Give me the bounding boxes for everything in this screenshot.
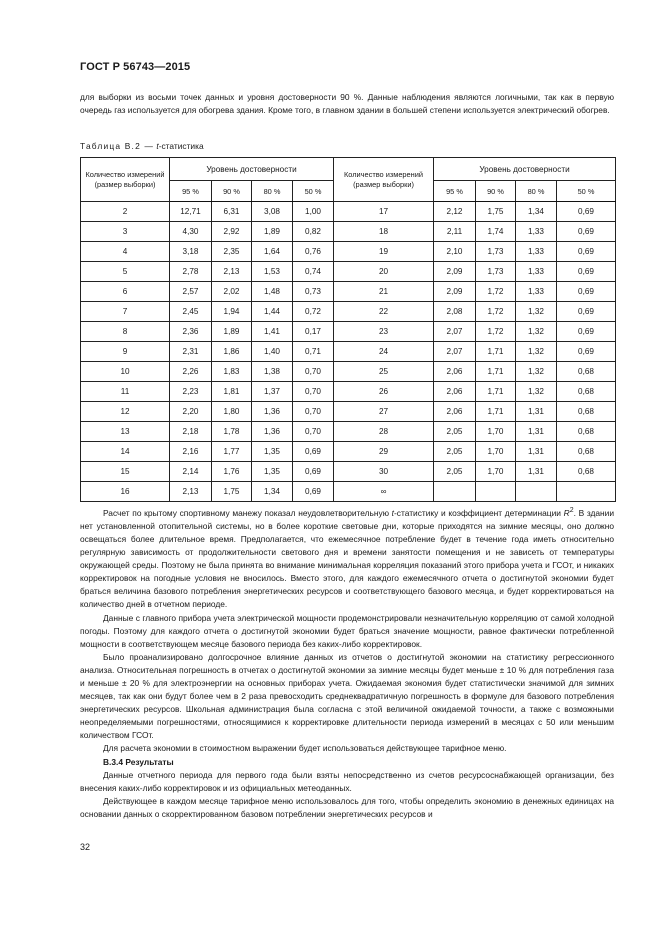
table-row xyxy=(81,462,616,482)
value-cell-right: 1,71 xyxy=(476,342,516,362)
page-number: 32 xyxy=(80,842,91,852)
value-cell-left: 3,08 xyxy=(252,202,293,222)
count-cell-right: 26 xyxy=(334,382,434,402)
value-cell-right: 2,06 xyxy=(434,402,476,422)
value-cell-right: 0,69 xyxy=(557,282,616,302)
table-caption-rest: -статистика xyxy=(158,141,204,151)
table-caption xyxy=(80,141,204,151)
value-cell-right: 1,70 xyxy=(476,462,516,482)
value-cell-right: 2,05 xyxy=(434,462,476,482)
value-cell-right: 1,31 xyxy=(516,442,557,462)
value-cell-left: 2,31 xyxy=(170,342,212,362)
value-cell-right: 1,74 xyxy=(476,222,516,242)
p1-r-superscript: 2 xyxy=(569,507,574,514)
count-cell-left: 5 xyxy=(81,262,170,282)
value-cell-right: 1,72 xyxy=(476,282,516,302)
count-cell-right: 21 xyxy=(334,282,434,302)
count-cell-left: 9 xyxy=(81,342,170,362)
level-50-right: 50 % xyxy=(557,181,616,202)
value-cell-left: 1,34 xyxy=(252,482,293,502)
value-cell-left: 1,36 xyxy=(252,402,293,422)
p1-part-a: Расчет по крытому спортивному манежу показал неудовлетворительную xyxy=(103,507,392,518)
table-row xyxy=(81,382,616,402)
count-cell-right: 29 xyxy=(334,442,434,462)
value-cell-left: 0,69 xyxy=(293,482,334,502)
value-cell-right: 2,07 xyxy=(434,342,476,362)
count-cell-right: 25 xyxy=(334,362,434,382)
value-cell-right: 2,05 xyxy=(434,442,476,462)
value-cell-left: 2,18 xyxy=(170,422,212,442)
level-80-right: 80 % xyxy=(516,181,557,202)
body-text xyxy=(80,504,614,821)
value-cell-left: 1,94 xyxy=(212,302,252,322)
value-cell-right: 0,69 xyxy=(557,302,616,322)
table-caption-t: t xyxy=(156,141,159,151)
value-cell-left: 6,31 xyxy=(212,202,252,222)
value-cell-right: 1,73 xyxy=(476,242,516,262)
paragraph-1 xyxy=(80,504,614,612)
table-row xyxy=(81,202,616,222)
paragraph-3: Было проанализировано долгосрочное влияние данных из отчетов о достигнутой экономии на статистику регрессионного анализа. Относительная погрешность в отчетах о достигнутой экономии за зимние месяцы будет меньше ± 10 % для потребления газа и меньше ± 20 % для электроэнергии на основных приборах учета. Ожидаемая экономия будет статистически значимой для зимних месяцев, так как они будут более чем в 2 раза превосходить среднеквадратичную погрешность в формуле для базового потребления энергетических ресурсов. Школьная администрация была согласна с этой величиной ожидаемой точности, а также с возможными неопределяемыми погрешностями, относящимися к корректировке длительности периода измерений в месяцах с 50 или меньшим количеством ГСОт. xyxy=(80,651,614,741)
value-cell-left: 2,16 xyxy=(170,442,212,462)
value-cell-left: 2,14 xyxy=(170,462,212,482)
value-cell-right: 0,69 xyxy=(557,262,616,282)
count-cell-left: 11 xyxy=(81,382,170,402)
value-cell-right: 1,33 xyxy=(516,282,557,302)
value-cell-left: 12,71 xyxy=(170,202,212,222)
count-cell-right: 28 xyxy=(334,422,434,442)
value-cell-left: 0,70 xyxy=(293,382,334,402)
count-cell-left: 8 xyxy=(81,322,170,342)
count-cell-left: 3 xyxy=(81,222,170,242)
value-cell-right: 0,69 xyxy=(557,202,616,222)
value-cell-right: 2,09 xyxy=(434,282,476,302)
value-cell-left: 1,64 xyxy=(252,242,293,262)
value-cell-right: 1,33 xyxy=(516,262,557,282)
level-95-left: 95 % xyxy=(170,181,212,202)
value-cell-left: 1,37 xyxy=(252,382,293,402)
count-cell-left: 16 xyxy=(81,482,170,502)
value-cell-right: 0,69 xyxy=(557,222,616,242)
value-cell-left: 1,00 xyxy=(293,202,334,222)
value-cell-left: 2,26 xyxy=(170,362,212,382)
value-cell-right xyxy=(557,482,616,502)
value-cell-right: 1,71 xyxy=(476,382,516,402)
value-cell-left: 3,18 xyxy=(170,242,212,262)
value-cell-left: 2,36 xyxy=(170,322,212,342)
count-cell-left: 13 xyxy=(81,422,170,442)
value-cell-right: 0,68 xyxy=(557,382,616,402)
section-heading-results: В.3.4 Результаты xyxy=(103,756,174,767)
value-cell-right: 0,68 xyxy=(557,402,616,422)
value-cell-left: 1,48 xyxy=(252,282,293,302)
value-cell-right: 1,31 xyxy=(516,402,557,422)
value-cell-right: 0,69 xyxy=(557,242,616,262)
table-row xyxy=(81,242,616,262)
value-cell-left: 0,17 xyxy=(293,322,334,342)
value-cell-left: 0,74 xyxy=(293,262,334,282)
value-cell-left: 2,92 xyxy=(212,222,252,242)
value-cell-left: 1,83 xyxy=(212,362,252,382)
value-cell-right: 1,73 xyxy=(476,262,516,282)
value-cell-right: 0,68 xyxy=(557,442,616,462)
value-cell-left: 0,82 xyxy=(293,222,334,242)
value-cell-right: 1,71 xyxy=(476,402,516,422)
table-body xyxy=(81,202,616,502)
value-cell-left: 0,69 xyxy=(293,462,334,482)
value-cell-left: 0,70 xyxy=(293,402,334,422)
table-row xyxy=(81,262,616,282)
count-cell-right: 24 xyxy=(334,342,434,362)
table-row xyxy=(81,282,616,302)
table-row xyxy=(81,342,616,362)
value-cell-left: 1,89 xyxy=(252,222,293,242)
value-cell-right: 2,08 xyxy=(434,302,476,322)
value-cell-left: 2,45 xyxy=(170,302,212,322)
value-cell-left: 1,35 xyxy=(252,442,293,462)
intro-paragraph xyxy=(80,91,614,117)
level-90-right: 90 % xyxy=(476,181,516,202)
value-cell-left: 1,36 xyxy=(252,422,293,442)
count-cell-right: ∞ xyxy=(334,482,434,502)
value-cell-right: 1,71 xyxy=(476,362,516,382)
value-cell-left: 1,38 xyxy=(252,362,293,382)
value-cell-right: 2,10 xyxy=(434,242,476,262)
value-cell-right: 1,70 xyxy=(476,422,516,442)
value-cell-right: 2,06 xyxy=(434,362,476,382)
value-cell-left: 1,40 xyxy=(252,342,293,362)
count-cell-right: 18 xyxy=(334,222,434,242)
level-95-right: 95 % xyxy=(434,181,476,202)
value-cell-left: 1,81 xyxy=(212,382,252,402)
value-cell-right: 1,72 xyxy=(476,302,516,322)
table-row xyxy=(81,362,616,382)
count-cell-left: 6 xyxy=(81,282,170,302)
t-statistic-table xyxy=(80,157,616,502)
value-cell-right: 1,31 xyxy=(516,422,557,442)
table-row xyxy=(81,482,616,502)
p1-part-b: -статистику и коэффициент детерминации xyxy=(394,507,564,518)
value-cell-left: 1,80 xyxy=(212,402,252,422)
table-row xyxy=(81,322,616,342)
value-cell-left: 1,86 xyxy=(212,342,252,362)
level-90-left: 90 % xyxy=(212,181,252,202)
value-cell-left: 1,35 xyxy=(252,462,293,482)
count-cell-right: 27 xyxy=(334,402,434,422)
value-cell-right: 1,33 xyxy=(516,242,557,262)
count-cell-right: 30 xyxy=(334,462,434,482)
value-cell-left: 0,69 xyxy=(293,442,334,462)
value-cell-right: 1,34 xyxy=(516,202,557,222)
value-cell-left: 2,35 xyxy=(212,242,252,262)
value-cell-right: 0,69 xyxy=(557,342,616,362)
value-cell-left: 2,20 xyxy=(170,402,212,422)
value-cell-left: 0,73 xyxy=(293,282,334,302)
value-cell-right: 1,32 xyxy=(516,382,557,402)
value-cell-right: 0,69 xyxy=(557,322,616,342)
count-cell-left: 10 xyxy=(81,362,170,382)
count-header-left: Количество измерений (размер выборки) xyxy=(81,158,170,202)
value-cell-left: 0,71 xyxy=(293,342,334,362)
count-cell-left: 15 xyxy=(81,462,170,482)
value-cell-left: 2,57 xyxy=(170,282,212,302)
value-cell-right: 1,72 xyxy=(476,322,516,342)
value-cell-left: 1,75 xyxy=(212,482,252,502)
value-cell-left: 2,78 xyxy=(170,262,212,282)
value-cell-right: 2,05 xyxy=(434,422,476,442)
table-row xyxy=(81,422,616,442)
value-cell-right: 0,68 xyxy=(557,362,616,382)
table-row xyxy=(81,442,616,462)
p1-r-symbol: R xyxy=(563,507,570,518)
value-cell-right: 0,68 xyxy=(557,462,616,482)
count-cell-left: 7 xyxy=(81,302,170,322)
table-caption-label: Таблица В.2 — xyxy=(80,141,155,151)
value-cell-left: 1,78 xyxy=(212,422,252,442)
value-cell-left: 0,70 xyxy=(293,422,334,442)
value-cell-left: 2,23 xyxy=(170,382,212,402)
count-cell-right: 17 xyxy=(334,202,434,222)
value-cell-right: 1,32 xyxy=(516,342,557,362)
value-cell-right: 1,75 xyxy=(476,202,516,222)
p1-t-symbol: t xyxy=(391,507,394,518)
paragraph-2: Данные с главного прибора учета электрической мощности продемонстрировали незначительную корреляцию от самой холодной погоды. Поэтому для каждого отчета о достигнутой экономии будет браться значение мощности, равное фактически потребленной мощности в соответствующем месяце базового периода без каких-либо корректировок. xyxy=(80,612,614,649)
value-cell-right: 2,07 xyxy=(434,322,476,342)
intro-text: для выборки из восьми точек данных и уровня достоверности 90 %. Данные наблюдения являются логичными, так как в первую очередь газ используется для обогрева здания. Кроме того, в главном здании в большей степени используется электрический обогрев. xyxy=(80,92,614,115)
value-cell-left: 1,44 xyxy=(252,302,293,322)
count-cell-left: 12 xyxy=(81,402,170,422)
value-cell-left: 0,76 xyxy=(293,242,334,262)
value-cell-right: 1,31 xyxy=(516,462,557,482)
value-cell-left: 1,41 xyxy=(252,322,293,342)
level-50-left: 50 % xyxy=(293,181,334,202)
value-cell-left: 1,77 xyxy=(212,442,252,462)
document-header: ГОСТ Р 56743—2015 xyxy=(80,61,191,73)
value-cell-left: 0,72 xyxy=(293,302,334,322)
value-cell-right: 2,09 xyxy=(434,262,476,282)
value-cell-right: 2,06 xyxy=(434,382,476,402)
value-cell-right: 1,33 xyxy=(516,222,557,242)
value-cell-left: 4,30 xyxy=(170,222,212,242)
value-cell-right: 0,68 xyxy=(557,422,616,442)
value-cell-right xyxy=(516,482,557,502)
value-cell-left: 2,02 xyxy=(212,282,252,302)
value-cell-left: 1,76 xyxy=(212,462,252,482)
value-cell-left: 0,70 xyxy=(293,362,334,382)
value-cell-left: 1,53 xyxy=(252,262,293,282)
paragraph-6: Действующее в каждом месяце тарифное меню использовалось для того, чтобы определить экономию в денежных единицах на основании данных о скорректированном базовом потреблении энергетических ресурсов и xyxy=(80,795,614,819)
value-cell-left: 1,89 xyxy=(212,322,252,342)
value-cell-right: 1,32 xyxy=(516,302,557,322)
p1-part-c: . В здании нет установленной отопительной системы, но в более короткие световые дни, которые приходятся на зимние месяцы, оно должно освещаться более длительное время. Предполагается, что ежемесячное потребление будет в течение года иметь относительно регулярную зависимость от продолжительности светового дня и времени занятости помещения и не зависеть от температуры окружающей среды. Поэтому не была принята во внимание минимальная корреляция показаний этого прибора учета и ГСОт, и никаких корректировок на погодные условия не вносилось. Вместо этого, для каждого ежемесячного отчета о достигнутой экономии будет браться величина базового потребления энергетических ресурсов и соответствующего базового месяца, и будет корректироваться на количество дней в отчетном периоде. xyxy=(80,507,614,610)
count-header-right: Количество измерений (размер выборки) xyxy=(334,158,434,202)
confidence-header-right: Уровень достоверности xyxy=(434,158,616,181)
value-cell-right: 1,32 xyxy=(516,322,557,342)
value-cell-right: 2,11 xyxy=(434,222,476,242)
table-row xyxy=(81,402,616,422)
table-row xyxy=(81,222,616,242)
count-cell-right: 23 xyxy=(334,322,434,342)
count-cell-right: 19 xyxy=(334,242,434,262)
table-row xyxy=(81,302,616,322)
paragraph-5: Данные отчетного периода для первого года были взяты непосредственно из счетов ресурсоснабжающей организации, без внесения каких-либо корректировок и из официальных метеоданных. xyxy=(80,769,614,793)
count-cell-right: 20 xyxy=(334,262,434,282)
value-cell-left: 2,13 xyxy=(212,262,252,282)
confidence-header-left: Уровень достоверности xyxy=(170,158,334,181)
value-cell-left: 2,13 xyxy=(170,482,212,502)
count-cell-left: 2 xyxy=(81,202,170,222)
paragraph-4: Для расчета экономии в стоимостном выражении будет использоваться действующее тарифное меню. xyxy=(103,743,507,754)
value-cell-right xyxy=(434,482,476,502)
count-cell-right: 22 xyxy=(334,302,434,322)
level-80-left: 80 % xyxy=(252,181,293,202)
value-cell-right: 2,12 xyxy=(434,202,476,222)
value-cell-right: 1,70 xyxy=(476,442,516,462)
count-cell-left: 14 xyxy=(81,442,170,462)
count-cell-left: 4 xyxy=(81,242,170,262)
value-cell-right xyxy=(476,482,516,502)
value-cell-right: 1,32 xyxy=(516,362,557,382)
